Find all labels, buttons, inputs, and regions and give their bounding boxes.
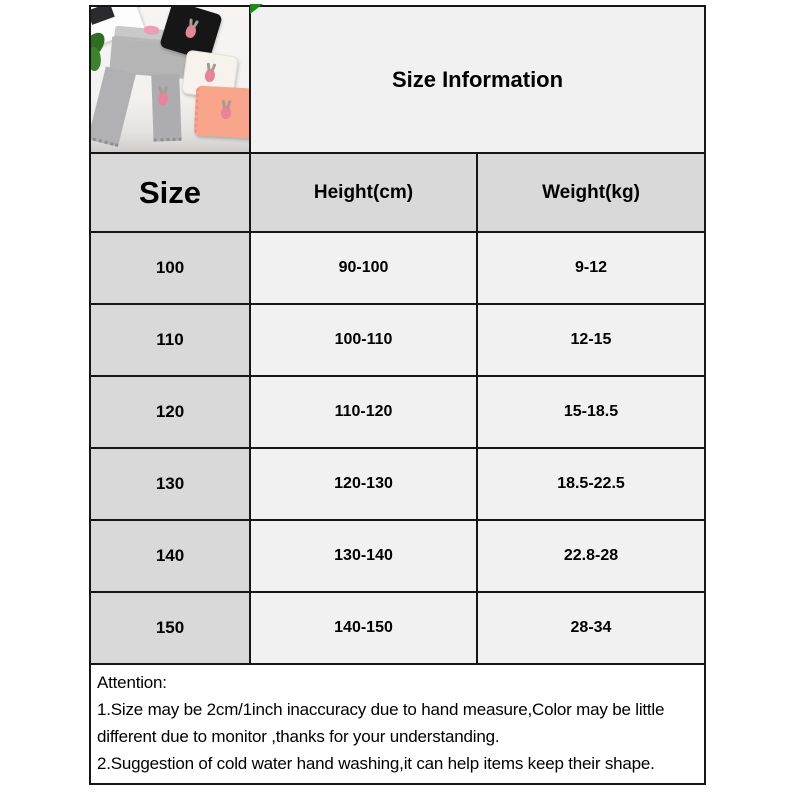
size-cell: 130 (91, 449, 249, 519)
size-cell: 140 (91, 521, 249, 591)
weight-cell: 22.8-28 (478, 521, 704, 591)
photo-card-print (91, 7, 115, 25)
bunny-patch-icon (184, 23, 197, 38)
size-cell: 110 (91, 305, 249, 375)
pants-right-leg (151, 74, 181, 142)
weight-cell: 28-34 (478, 593, 704, 663)
size-cell: 150 (91, 593, 249, 663)
product-photo (91, 7, 249, 152)
size-cell: 100 (91, 233, 249, 303)
bunny-patch-icon (204, 68, 216, 82)
height-cell: 90-100 (251, 233, 476, 303)
bunny-patch-icon (221, 105, 232, 119)
bunny-patch-icon (158, 92, 168, 105)
attention-note-2: 2.Suggestion of cold water hand washing,it can help items keep their shape. (97, 753, 655, 773)
weight-cell: 15-18.5 (478, 377, 704, 447)
size-cell: 120 (91, 377, 249, 447)
attention-box (91, 665, 704, 783)
leaf-icon (91, 46, 103, 72)
leaf-tip-icon (250, 4, 263, 14)
weight-cell: 12-15 (478, 305, 704, 375)
weight-cell: 9-12 (478, 233, 704, 303)
column-header-height: Height(cm) (251, 154, 476, 231)
height-cell: 130-140 (251, 521, 476, 591)
attention-note-1: 1.Size may be 2cm/1inch inaccuracy due to hand measure,Color may be little different due to monitor ,thanks for your understanding. (97, 699, 665, 746)
pants-left-leg (91, 67, 136, 147)
weight-cell: 18.5-22.5 (478, 449, 704, 519)
page-title: Size Information (251, 7, 704, 152)
folded-garment-peach (194, 85, 249, 138)
attention-heading: Attention: (97, 673, 167, 692)
column-header-size: Size (91, 154, 249, 231)
size-information-sheet (89, 5, 706, 785)
height-cell: 120-130 (251, 449, 476, 519)
height-cell: 100-110 (251, 305, 476, 375)
column-header-weight: Weight(kg) (478, 154, 704, 231)
height-cell: 140-150 (251, 593, 476, 663)
height-cell: 110-120 (251, 377, 476, 447)
